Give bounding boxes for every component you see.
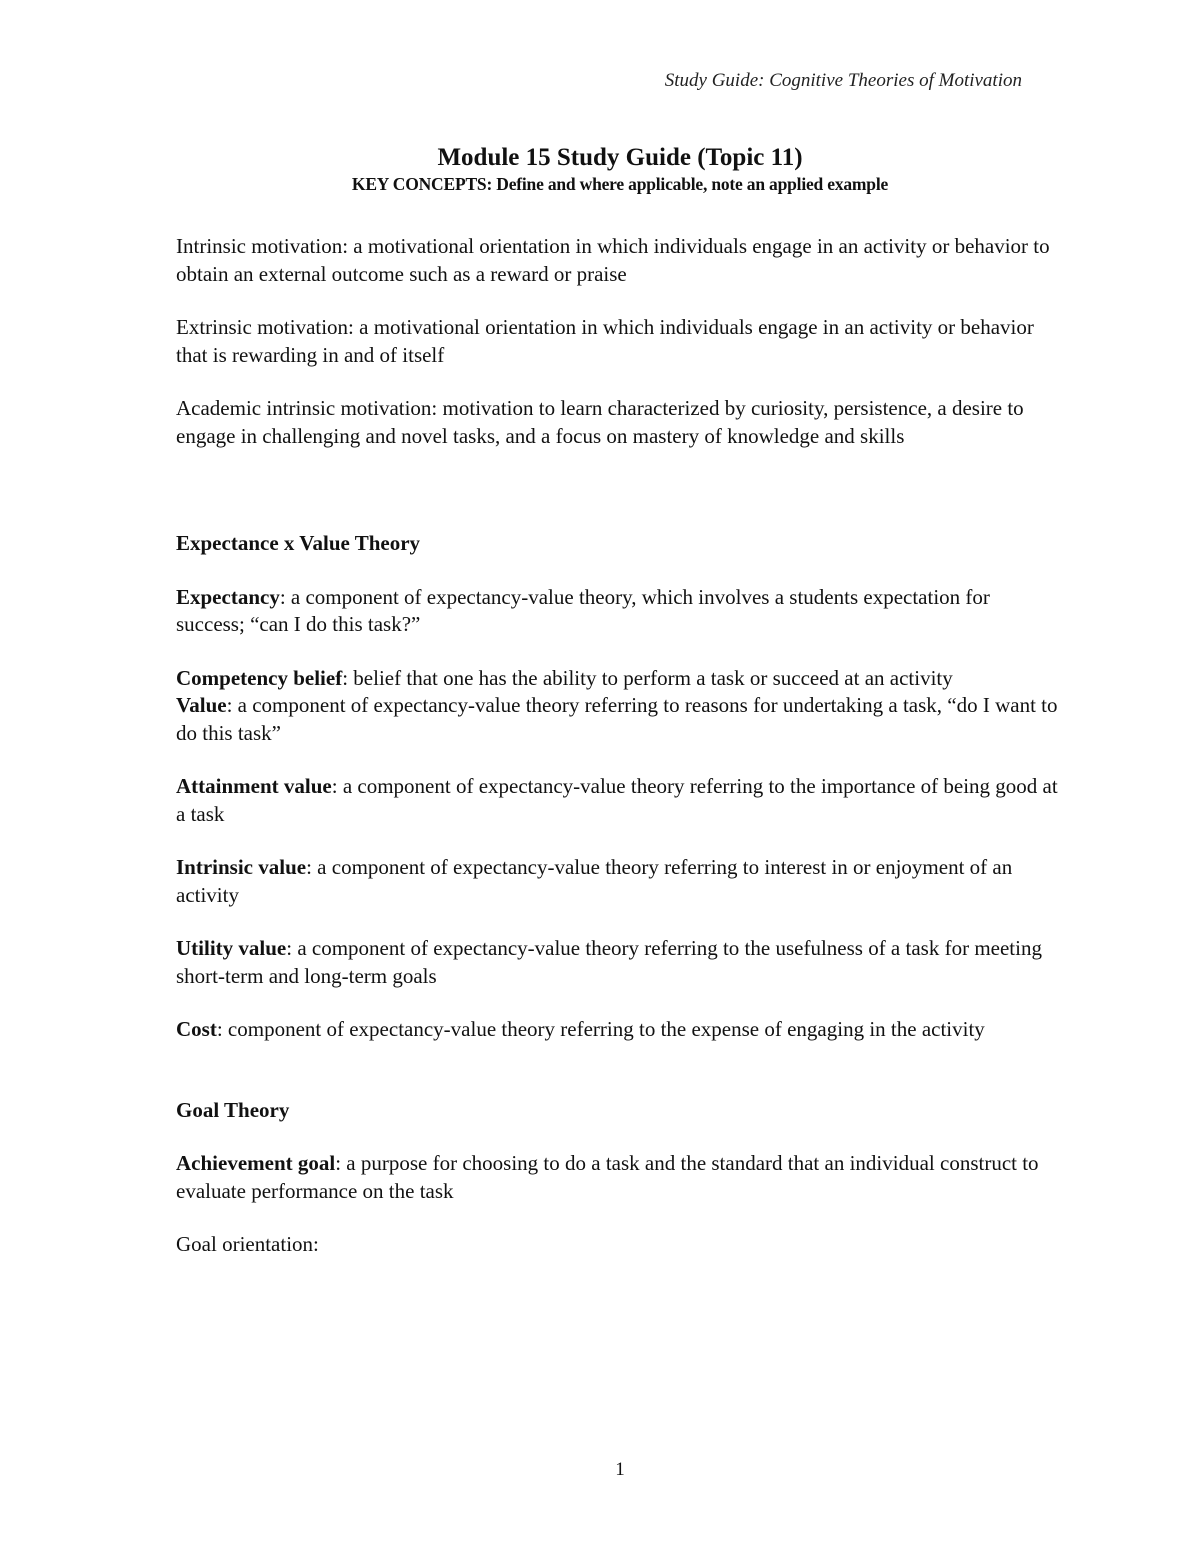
definition-cost: [176, 1016, 1061, 1044]
term-intrinsic-value: Intrinsic value: [176, 855, 307, 879]
document-body: [176, 233, 1061, 1259]
running-header: Study Guide: Cognitive Theories of Motivation: [664, 70, 1022, 91]
definition-intrinsic-motivation: Intrinsic motivation: a motivational orientation in which individuals engage in an activity or behavior to obtain an external outcome such as a reward or praise: [176, 234, 1050, 286]
section-heading-goal-theory: Goal Theory: [176, 1097, 290, 1122]
definition-expectancy-text: : a component of expectancy-value theory, which involves a students expectation for success; “can I do this task?”: [176, 584, 990, 636]
title-block: [0, 143, 1200, 195]
definition-utility-value: [176, 935, 1061, 990]
definition-value: [176, 692, 1061, 747]
definition-intrinsic-value-text: : a component of expectancy-value theory referring to interest in or enjoyment of an activity: [176, 855, 1013, 907]
definition-goal-orientation: Goal orientation:: [176, 1232, 319, 1256]
definition-achievement-goal-text: : a purpose for choosing to do a task and the standard that an individual construct to evaluate performance on the task: [176, 1151, 1039, 1203]
definition-intrinsic-value: [176, 854, 1061, 909]
document-subtitle: KEY CONCEPTS: Define and where applicable, note an applied example: [351, 174, 889, 194]
definition-utility-value-text: : a component of expectancy-value theory referring to the usefulness of a task for meeting short-term and long-term goals: [176, 936, 1042, 988]
definition-achievement-goal: [176, 1150, 1061, 1205]
term-value: Value: [176, 693, 227, 717]
definition-value-text: : a component of expectancy-value theory referring to reasons for undertaking a task, “do I want to do this task”: [176, 693, 1058, 745]
term-competency-belief: Competency belief: [176, 665, 343, 690]
definition-extrinsic-motivation: Extrinsic motivation: a motivational orientation in which individuals engage in an activity or behavior that is rewarding in and of itself: [176, 315, 1034, 367]
term-achievement-goal: Achievement goal: [176, 1151, 336, 1175]
document-title: Module 15 Study Guide (Topic 11): [437, 144, 803, 171]
term-cost: Cost: [176, 1017, 217, 1041]
definition-academic-intrinsic-motivation: Academic intrinsic motivation: motivation to learn characterized by curiosity, persistence, a desire to engage in challenging and novel tasks, and a focus on mastery of knowledge and skills: [176, 396, 1024, 448]
term-utility-value: Utility value: [176, 936, 287, 960]
definition-cost-text: : component of expectancy-value theory referring to the expense of engaging in the activity: [216, 1017, 985, 1041]
definition-attainment-value: [176, 773, 1061, 828]
page-number: 1: [615, 1459, 625, 1480]
definition-attainment-value-text: : a component of expectancy-value theory referring to the importance of being good at a task: [176, 774, 1058, 826]
definition-expectancy: [176, 584, 1061, 639]
term-expectancy: Expectancy: [176, 584, 280, 609]
term-attainment-value: Attainment value: [176, 774, 332, 798]
definition-competency-belief-text: : belief that one has the ability to perform a task or succeed at an activity: [342, 665, 953, 690]
definition-competency-belief: [176, 665, 1061, 693]
section-heading-expectancy-value: Expectance x Value Theory: [176, 531, 421, 555]
